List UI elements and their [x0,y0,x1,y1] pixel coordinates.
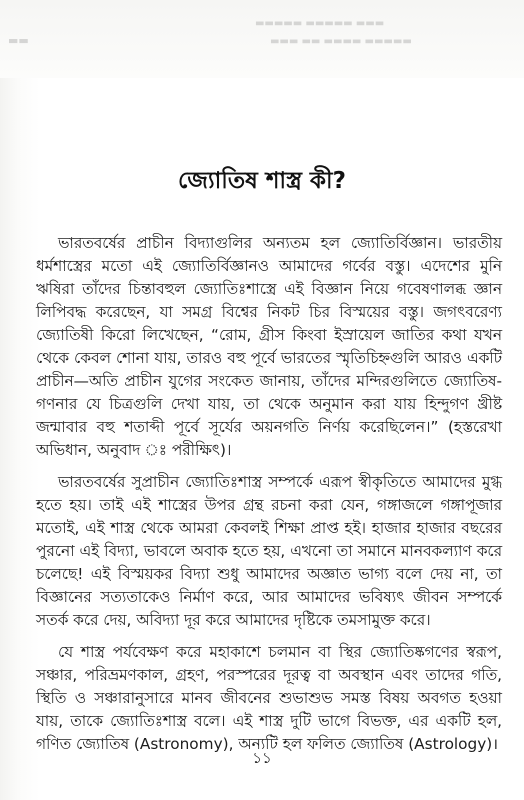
paragraph: ভারতবর্ষের সুপ্রাচীন জ্যোতিঃশাস্ত্র সম্পর্কে এরূপ স্বীকৃতিতে আমাদের মুগ্ধ হতে হয়। তাই এই শাস্ত্রের উপর গ্রন্থ রচনা করা যেন, গঙ্গাজলে গঙ্গাপূজার মতোই, এই শাস্ত্র থেকে আমরা কেবলই শিক্ষা প্রাপ্ত হই। হাজার হাজার বছরের পুরনো এই বিদ্যা, ভাবলে অবাক হতে হয়, এখনো তা সমানে মানবকল্যাণ করে চলেছে! এই বিস্ময়কর বিদ্যা শুধু আমাদের অজ্ঞাত ভাগ্য বলে দেয় না, তা বিজ্ঞানের সত্যতাকেও নির্মাণ করে, আর আমাদের ভবিষ্যৎ জীবন সম্পর্কে সতর্ক করে দেয়, অবিদ্যা দূর করে আমাদের দৃষ্টিকে তমসামুক্ত করে। [36,473,502,629]
show-through-text: ▬▬▬▬▬ ▬▬▬▬ ▬▬ ▬▬▬ [270,36,412,47]
show-through-area [0,0,524,78]
show-through-text: ▬▬ [8,34,29,47]
paragraph: ভারতবর্ষের প্রাচীন বিদ্যাগুলির অন্যতম হল জ্যোতির্বিজ্ঞান। ভারতীয় ধর্মশাস্ত্রের মতো এই জ্যোতির্বিজ্ঞানও আমাদের গর্বের বস্তু। এদেশের মুনি ঋষিরা তাঁদের চিন্তাবহুল জ্যোতিঃশাস্ত্রে এই বিজ্ঞান নিয়ে গবেষণালব্ধ জ্ঞান লিপিবদ্ধ করেছেন, যা সমগ্র বিশ্বের নিকট চির বিস্ময়ের বস্তু। জগৎবরেণ্য জ্যোতিষী কিরো লিখেছেন, “রোম, গ্রীস কিংবা ইস্রায়েল জাতির কথা যখন থেকে কেবল শোনা যায়, তারও বহু পূর্বে ভারতের স্মৃতিচিহ্নগুলি আরও একটি প্রাচীন—অতি প্রাচীন যুগের সংকেত জানায়, তাঁদের মন্দিরগুলিতে জ্যোতিষ-গণনার যে চিত্রগুলি দেখা যায়, তা থেকে অনুমান করা যায় হিন্দুগণ খ্রীষ্ট জন্মাবার বহু শতাব্দী পূর্বে সূর্যের অয়নগতি নির্ণয় করেছিলেন।” (হস্তরেখা অভিধান, অনুবাদ ঃ পরীক্ষিৎ)। [36,234,502,459]
page-number: ১১ [252,749,272,767]
body-text [36,232,502,765]
show-through-text: ▬▬▬ ▬▬▬▬▬ ▬▬▬▬▬ [255,18,385,29]
chapter-title: জ্যোতিষ শাস্ত্র কী? [178,168,346,194]
paragraph: যে শাস্ত্র পর্যবেক্ষণ করে মহাকাশে চলমান বা স্থির জ্যোতিষ্কগণের স্বরূপ, সঞ্চার, পরিভ্রমণকাল, গ্রহণ, পরস্পরের দূরত্ব বা অবস্থান এবং তাদের গতি, স্থিতি ও সঞ্চারানুসারে মানব জীবনের শুভাশুভ সমস্ত বিষয় অবগত হওয়া যায়, তাকে জ্যোতিঃশাস্ত্র বলে। এই শাস্ত্র দুটি ভাগে বিভক্ত, এর একটি হল, গণিত জ্যোতিষ (Astronomy), অন্যটি হল ফলিত জ্যোতিষ (Astrology)। [36,643,502,753]
